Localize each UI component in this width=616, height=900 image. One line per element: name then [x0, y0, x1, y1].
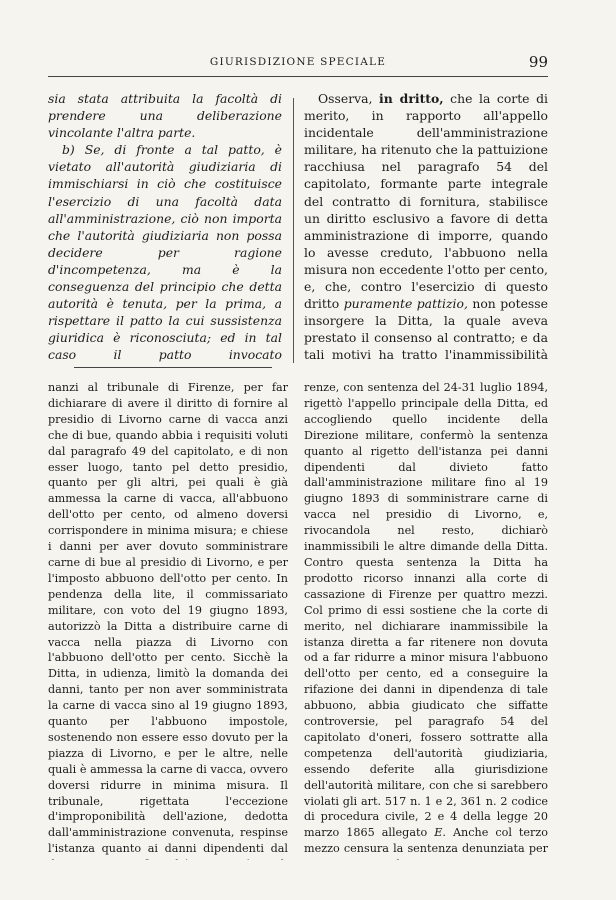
lead-bold: in dritto,: [379, 91, 444, 106]
running-header: [48, 53, 548, 74]
lower-right-paragraph: [304, 380, 548, 860]
lower-right-column: [304, 380, 548, 860]
column-divider: [293, 98, 294, 363]
header-title: GIURISDIZIONE SPECIALE: [209, 56, 387, 68]
section-rule: [74, 367, 272, 368]
header-rule: [48, 76, 548, 77]
lead-word: Osserva,: [318, 91, 373, 106]
page-number: 99: [528, 53, 548, 71]
lower-right-text-a: renze, con sentenza del 24-31 luglio 1894, rigettò l'appello principale della Ditta, ed accogliendo quello incidente della Direzione militare, confermò la sentenza quanto al rigetto dell'istanza pei danni dipendenti dal divieto fatto dall'amministrazione militare fino al 19 giugno 1893 di somministrare carne di vacca nel presidio di Livorno, e, rivocandola nel resto, dichiarò inammissibili le altre dimande della Ditta. Contro questa sentenza la Ditta ha prodotto ricorso innanzi alla corte di cassazione di Firenze per quattro mezzi. Col primo di essi sostiene che la corte di merito, nel dichiarare inammissibile la istanza diretta a far ritenere non dovuta od a far ridurre a minor misura l'abbuono dell'otto per cento, ed a conseguire la rifazione dei danni in dipendenza di tale abbuono, abbia giudicato che siffatte controversie, pel paragrafo 54 del capitolato d'oneri, fossero sottratte alla competenza dell'autorità giudiziaria, essendo deferite alla giurisdizione dell'autorità militare, con che si sarebbero violati gli art. 517 n. 1 e 2, 361 n. 2 codice di procedura civile, 2 e 4 della legge 20 marzo 1865 allegato: [304, 381, 548, 840]
upper-left-paragraph-1: sia stata attribuita la facoltà di prendere una deliberazione vincolante l'altra parte.: [48, 91, 282, 141]
upper-right-text-end: non potesse insorgere la Ditta, la quale aveva prestato il consenso al contratto; e da tali motivi ha tratto l'inammissibilità: [304, 296, 548, 362]
upper-right-italic: puramente pattizio,: [343, 296, 468, 312]
upper-left-column: [48, 90, 282, 362]
upper-right-paragraph: [304, 90, 548, 362]
lower-left-text: nanzi al tribunale di Firenze, per far dichiarare di avere il diritto di fornire al presidio di Livorno carne di vacca anzi che di bue, quando abbia i requisiti voluti dal paragrafo 49 del capitolato, e di non esser luogo, tanto pel detto presidio, quanto per gli altri, pei quali è già ammessa la carne di vacca, all'abbuono dell'otto per cento, od almeno doversi corrispondere in minima misura; e chiese i danni per aver dovuto somministrare carne di bue al presidio di Livorno, e per l'imposto abbuono dell'otto per cento. In pendenza della lite, il commissariato militare, con voto del 19 giugno 1893, autorizzò la Ditta a distribuire carne di vacca nella piazza di Livorno con l'abbuono dell'otto per cento. Sicchè la Ditta, in udienza, limitò la domanda dei danni, tanto per non aver somministrata la carne di vacca sino al 19 giugno 1893, quanto per l'abbuono impostole, sostenendo non essere esso dovuto per la piazza di Livorno, e per le altre, nelle quali è ammessa la carne di vacca, ovvero doversi ridurre in minima misura. Il tribunale, rigettata l'eccezione d'improponibilità dell'azione, dedotta dall'amministrazione convenuta, respinse l'istanza quanto ai danni dipendenti dal: [48, 381, 288, 856]
upper-left-paragraph-2: b) Se, di fronte a tal patto, è vietato all'autorità giudiziaria di immischiarsi in ciò che costituisce l'esercizio di una facoltà data all'amministrazione, ciò non importa che l'autorità giudiziaria non possa decidere per ragione d'incompetenza, ma è la conseguenza del principio che detta autorità è tenuta, per la prima, a rispettare il patto la cui sussistenza giuridica è riconosciuta; ed in tal caso il patto invocato: [48, 142, 282, 362]
lower-left-column: [48, 380, 288, 860]
lower-right-text-b: Anche col terzo mezzo censura la sentenza denunziata per: [304, 826, 548, 856]
upper-right-column: [304, 90, 548, 362]
lower-right-italic: E.: [434, 826, 446, 840]
upper-right-text: che la corte di merito, in rapporto all'appello incidentale dell'amministrazione militare, ha ritenuto che la pattuizione racchiusa nel paragrafo 54 del capitolato, formante parte integrale del contratto di fornitura, stabilisce un diritto esclusivo a favore di detta amministrazione di imporre, quando lo avesse creduto, l'abbuono nella misura non eccedente l'otto per cento, e, che, contro l'esercizio di questo dritto: [304, 91, 548, 312]
